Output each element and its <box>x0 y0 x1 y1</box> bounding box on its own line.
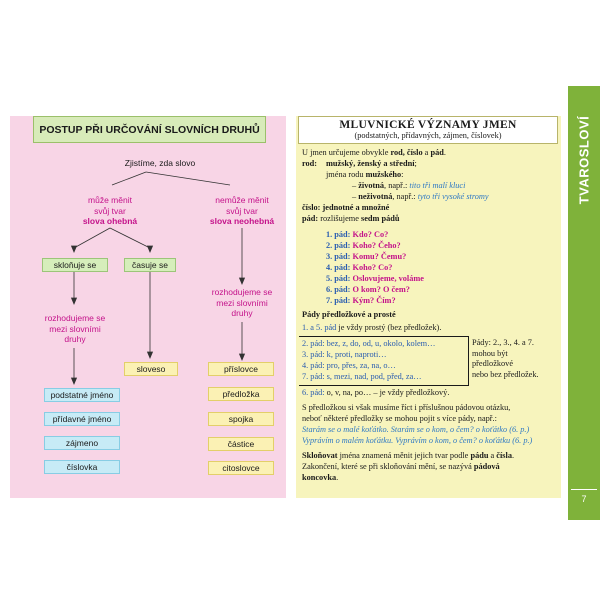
right-panel-title: MLUVNICKÉ VÝZNAMY JMEN (podstatných, přídavných, zájmen, číslovek) <box>298 116 558 144</box>
decide-left: rozhodujeme se mezi slovními druhy <box>44 313 106 344</box>
pad-line: pád: rozlišujeme sedm pádů <box>302 214 400 223</box>
sklonovat-line1: Skloňovat jména znamená měnit jejich tvar podle pádu a čísla. <box>302 451 515 460</box>
nezivotna: – neživotná, např.: tyto tři vysoké stromy <box>352 192 489 201</box>
pad-7: 7. pád: Kým? Čím? <box>326 296 396 305</box>
pad-4: 4. pád: Koho? Co? <box>326 263 393 272</box>
zivotna: – životná, např.: tito tři malí kluci <box>352 181 466 190</box>
example-2: Vyprávím o malém koťátku. Vyprávím o kom, o čem? o koťátku (6. p.) <box>302 436 533 445</box>
rod-values: mužský, ženský a střední; <box>326 159 417 168</box>
predlozkove-title: Pády předložkové a prosté <box>302 310 396 319</box>
sixth-case: 6. pád: o, v, na, po… – je vždy předložkový. <box>302 388 450 397</box>
pad-3: 3. pád: Komu? Čemu? <box>326 252 407 261</box>
side-note: Pády: 2., 3., 4. a 7. mohou být předložkové nebo bez předložek. <box>472 338 539 379</box>
para1-line2: neboť některé předložky se mohou pojit s více pády, např.: <box>302 414 497 423</box>
word-zajmeno: zájmeno <box>44 436 120 450</box>
word-predlozka: předložka <box>208 387 274 401</box>
chapter-title: TVAROSLOVÍ <box>576 115 592 205</box>
para1-line1: S předložkou si však musíme říct i příslušnou pádovou otázku, <box>302 403 511 412</box>
word-podstatne-jmeno: podstatné jméno <box>44 388 120 402</box>
branch-ohebna: může měnit svůj tvar slova ohebná <box>82 195 138 226</box>
word-sloveso: sloveso <box>124 362 178 376</box>
pad-2: 2. pád: Koho? Čeho? <box>326 241 401 250</box>
example-1: Starám se o malé koťátko. Starám se o kom, o čem? o koťátko (6. p.) <box>302 425 530 434</box>
sklonovat-line2: Zakončení, které se při skloňování mění, se nazývá pádová <box>302 462 500 471</box>
word-cislovka: číslovka <box>44 460 120 474</box>
prosty-line: 1. a 5. pád je vždy prostý (bez předložek). <box>302 323 442 332</box>
word-prislovce: příslovce <box>208 362 274 376</box>
sklonovat-line3: koncovka. <box>302 473 339 482</box>
pred-3: 3. pád: k, proti, naproti… <box>302 350 387 359</box>
rod-musky: jména rodu mužského: <box>326 170 404 179</box>
node-casuje-se: časuje se <box>124 258 176 272</box>
word-spojka: spojka <box>208 412 274 426</box>
intro-line: U jmen určujeme obvykle rod, číslo a pád. <box>302 148 446 157</box>
word-citoslovce: citoslovce <box>208 461 274 475</box>
left-panel-title: POSTUP PŘI URČOVÁNÍ SLOVNÍCH DRUHŮ <box>33 116 266 143</box>
tree-root: Zjistíme, zda slovo <box>124 158 196 168</box>
word-pridavne-jmeno: přídavné jméno <box>44 412 120 426</box>
node-sklonuje-se: skloňuje se <box>42 258 108 272</box>
pred-4: 4. pád: pro, přes, za, na, o… <box>302 361 396 370</box>
decide-right: rozhodujeme se mezi slovními druhy <box>211 287 273 318</box>
pad-6: 6. pád: O kom? O čem? <box>326 285 410 294</box>
cislo-line: číslo: jednotné a množné <box>302 203 390 212</box>
pad-1: 1. pád: Kdo? Co? <box>326 230 389 239</box>
rod-line: rod: <box>302 159 318 168</box>
word-castice: částice <box>208 437 274 451</box>
page-number: 7 <box>581 494 587 504</box>
branch-neohebna: nemůže měnit svůj tvar slova neohebná <box>209 195 275 226</box>
pad-5: 5. pád: Oslovujeme, voláme <box>326 274 424 283</box>
pred-2: 2. pád: bez, z, do, od, u, okolo, kolem… <box>302 339 436 348</box>
pred-7: 7. pád: s, mezi, nad, pod, před, za… <box>302 372 422 381</box>
